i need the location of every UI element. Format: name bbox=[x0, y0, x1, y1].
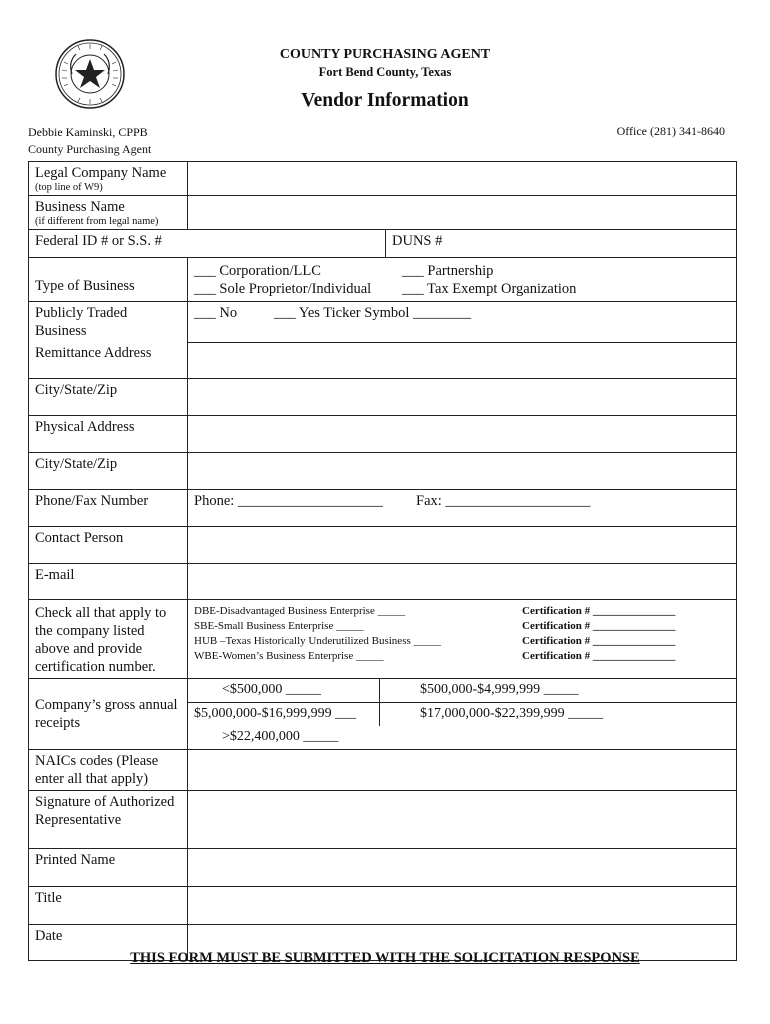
receipt-500k-5m[interactable]: $500,000-$4,999,999 _____ bbox=[380, 679, 736, 703]
type-of-business-options bbox=[188, 258, 737, 302]
option-no[interactable]: ___ No bbox=[194, 305, 238, 321]
receipt-under-500k[interactable]: <$500,000 _____ bbox=[188, 679, 380, 703]
remittance-field[interactable] bbox=[188, 342, 737, 378]
printed-name-label: Printed Name bbox=[29, 848, 188, 886]
header-org: COUNTY PURCHASING AGENT bbox=[279, 47, 491, 62]
business-name-label: Business Name (if different from legal name) bbox=[29, 196, 188, 230]
publicly-traded-options bbox=[188, 302, 737, 343]
page-title: Vendor Information bbox=[301, 90, 469, 111]
email-label: E-mail bbox=[29, 563, 188, 599]
contact-person-field[interactable] bbox=[188, 526, 737, 563]
gross-receipts-options bbox=[188, 678, 737, 749]
physical-address-label: Physical Address bbox=[29, 415, 188, 452]
physical-address-field[interactable] bbox=[188, 415, 737, 452]
cert-row-hub[interactable]: HUB –Texas Historically Underutilized Business _____ Certification # _______________ bbox=[194, 634, 676, 647]
gross-receipts-label: Company’s gross annual receipts bbox=[29, 678, 188, 749]
phone-fax-label: Phone/Fax Number bbox=[29, 489, 188, 526]
cert-row-dbe[interactable]: DBE-Disadvantaged Business Enterprise _____ Certification # _______________ bbox=[194, 604, 676, 617]
receipt-17m-22m[interactable]: $17,000,000-$22,399,999 _____ bbox=[420, 705, 604, 721]
city-state-zip-label-1: City/State/Zip bbox=[29, 378, 188, 415]
city-state-zip-field-2[interactable] bbox=[188, 452, 737, 489]
option-tax-exempt[interactable]: ___ Tax Exempt Organization bbox=[402, 281, 577, 297]
printed-name-field[interactable] bbox=[188, 848, 737, 886]
signature-field[interactable] bbox=[188, 790, 737, 848]
option-partnership[interactable]: ___ Partnership bbox=[402, 263, 494, 279]
federal-id-label: Federal ID # or S.S. # bbox=[35, 233, 162, 249]
phone-fax-field bbox=[188, 489, 737, 526]
agent-block bbox=[28, 124, 151, 158]
title-label: Title bbox=[29, 886, 188, 924]
signature-label: Signature of Authorized Representative bbox=[29, 790, 188, 848]
federal-id-field[interactable] bbox=[29, 230, 386, 258]
fax-line[interactable]: Fax: ____________________ bbox=[416, 492, 591, 509]
certification-list bbox=[188, 599, 737, 678]
city-state-zip-label-2: City/State/Zip bbox=[29, 452, 188, 489]
cert-row-sbe[interactable]: SBE-Small Business Enterprise _____ Certification # _______________ bbox=[194, 619, 676, 632]
city-state-zip-field-1[interactable] bbox=[188, 378, 737, 415]
cert-row-wbe[interactable]: WBE-Women’s Business Enterprise _____ Certification # _______________ bbox=[194, 649, 676, 662]
contact-person-label: Contact Person bbox=[29, 526, 188, 563]
legal-name-label: Legal Company Name (top line of W9) bbox=[29, 162, 188, 196]
naics-field[interactable] bbox=[188, 749, 737, 790]
submission-notice: THIS FORM MUST BE SUBMITTED WITH THE SOLICITATION RESPONSE bbox=[130, 950, 640, 966]
phone-line[interactable]: Phone: ____________________ bbox=[194, 492, 383, 509]
agent-title: County Purchasing Agent bbox=[28, 142, 152, 156]
email-field[interactable] bbox=[188, 563, 737, 599]
duns-field[interactable] bbox=[386, 230, 737, 258]
legal-name-field[interactable] bbox=[188, 162, 737, 196]
business-name-field[interactable] bbox=[188, 196, 737, 230]
remittance-label: Remittance Address bbox=[29, 342, 188, 378]
receipt-over-22m[interactable]: >$22,400,000 _____ bbox=[222, 728, 339, 744]
office-phone: Office (281) 341-8640 bbox=[616, 124, 725, 138]
agent-name: Debbie Kaminski, CPPB bbox=[28, 125, 148, 139]
type-of-business-label: Type of Business bbox=[29, 258, 188, 302]
date-label: Date bbox=[29, 924, 188, 960]
option-corporation[interactable]: ___ Corporation/LLC bbox=[194, 263, 321, 279]
vendor-form-table bbox=[28, 161, 737, 961]
title-field[interactable] bbox=[188, 886, 737, 924]
publicly-traded-label: Publicly Traded Business bbox=[29, 302, 188, 343]
receipt-5m-17m[interactable]: $5,000,000-$16,999,999 ___ bbox=[188, 703, 380, 726]
option-yes-ticker[interactable]: ___ Yes Ticker Symbol ________ bbox=[274, 305, 471, 321]
option-sole-proprietor[interactable]: ___ Sole Proprietor/Individual bbox=[194, 281, 372, 297]
naics-label: NAICs codes (Please enter all that apply) bbox=[29, 749, 188, 790]
header-location: Fort Bend County, Texas bbox=[318, 65, 452, 79]
certification-label: Check all that apply to the company listed above and provide certification number. bbox=[29, 599, 188, 678]
duns-label: DUNS # bbox=[392, 233, 443, 249]
